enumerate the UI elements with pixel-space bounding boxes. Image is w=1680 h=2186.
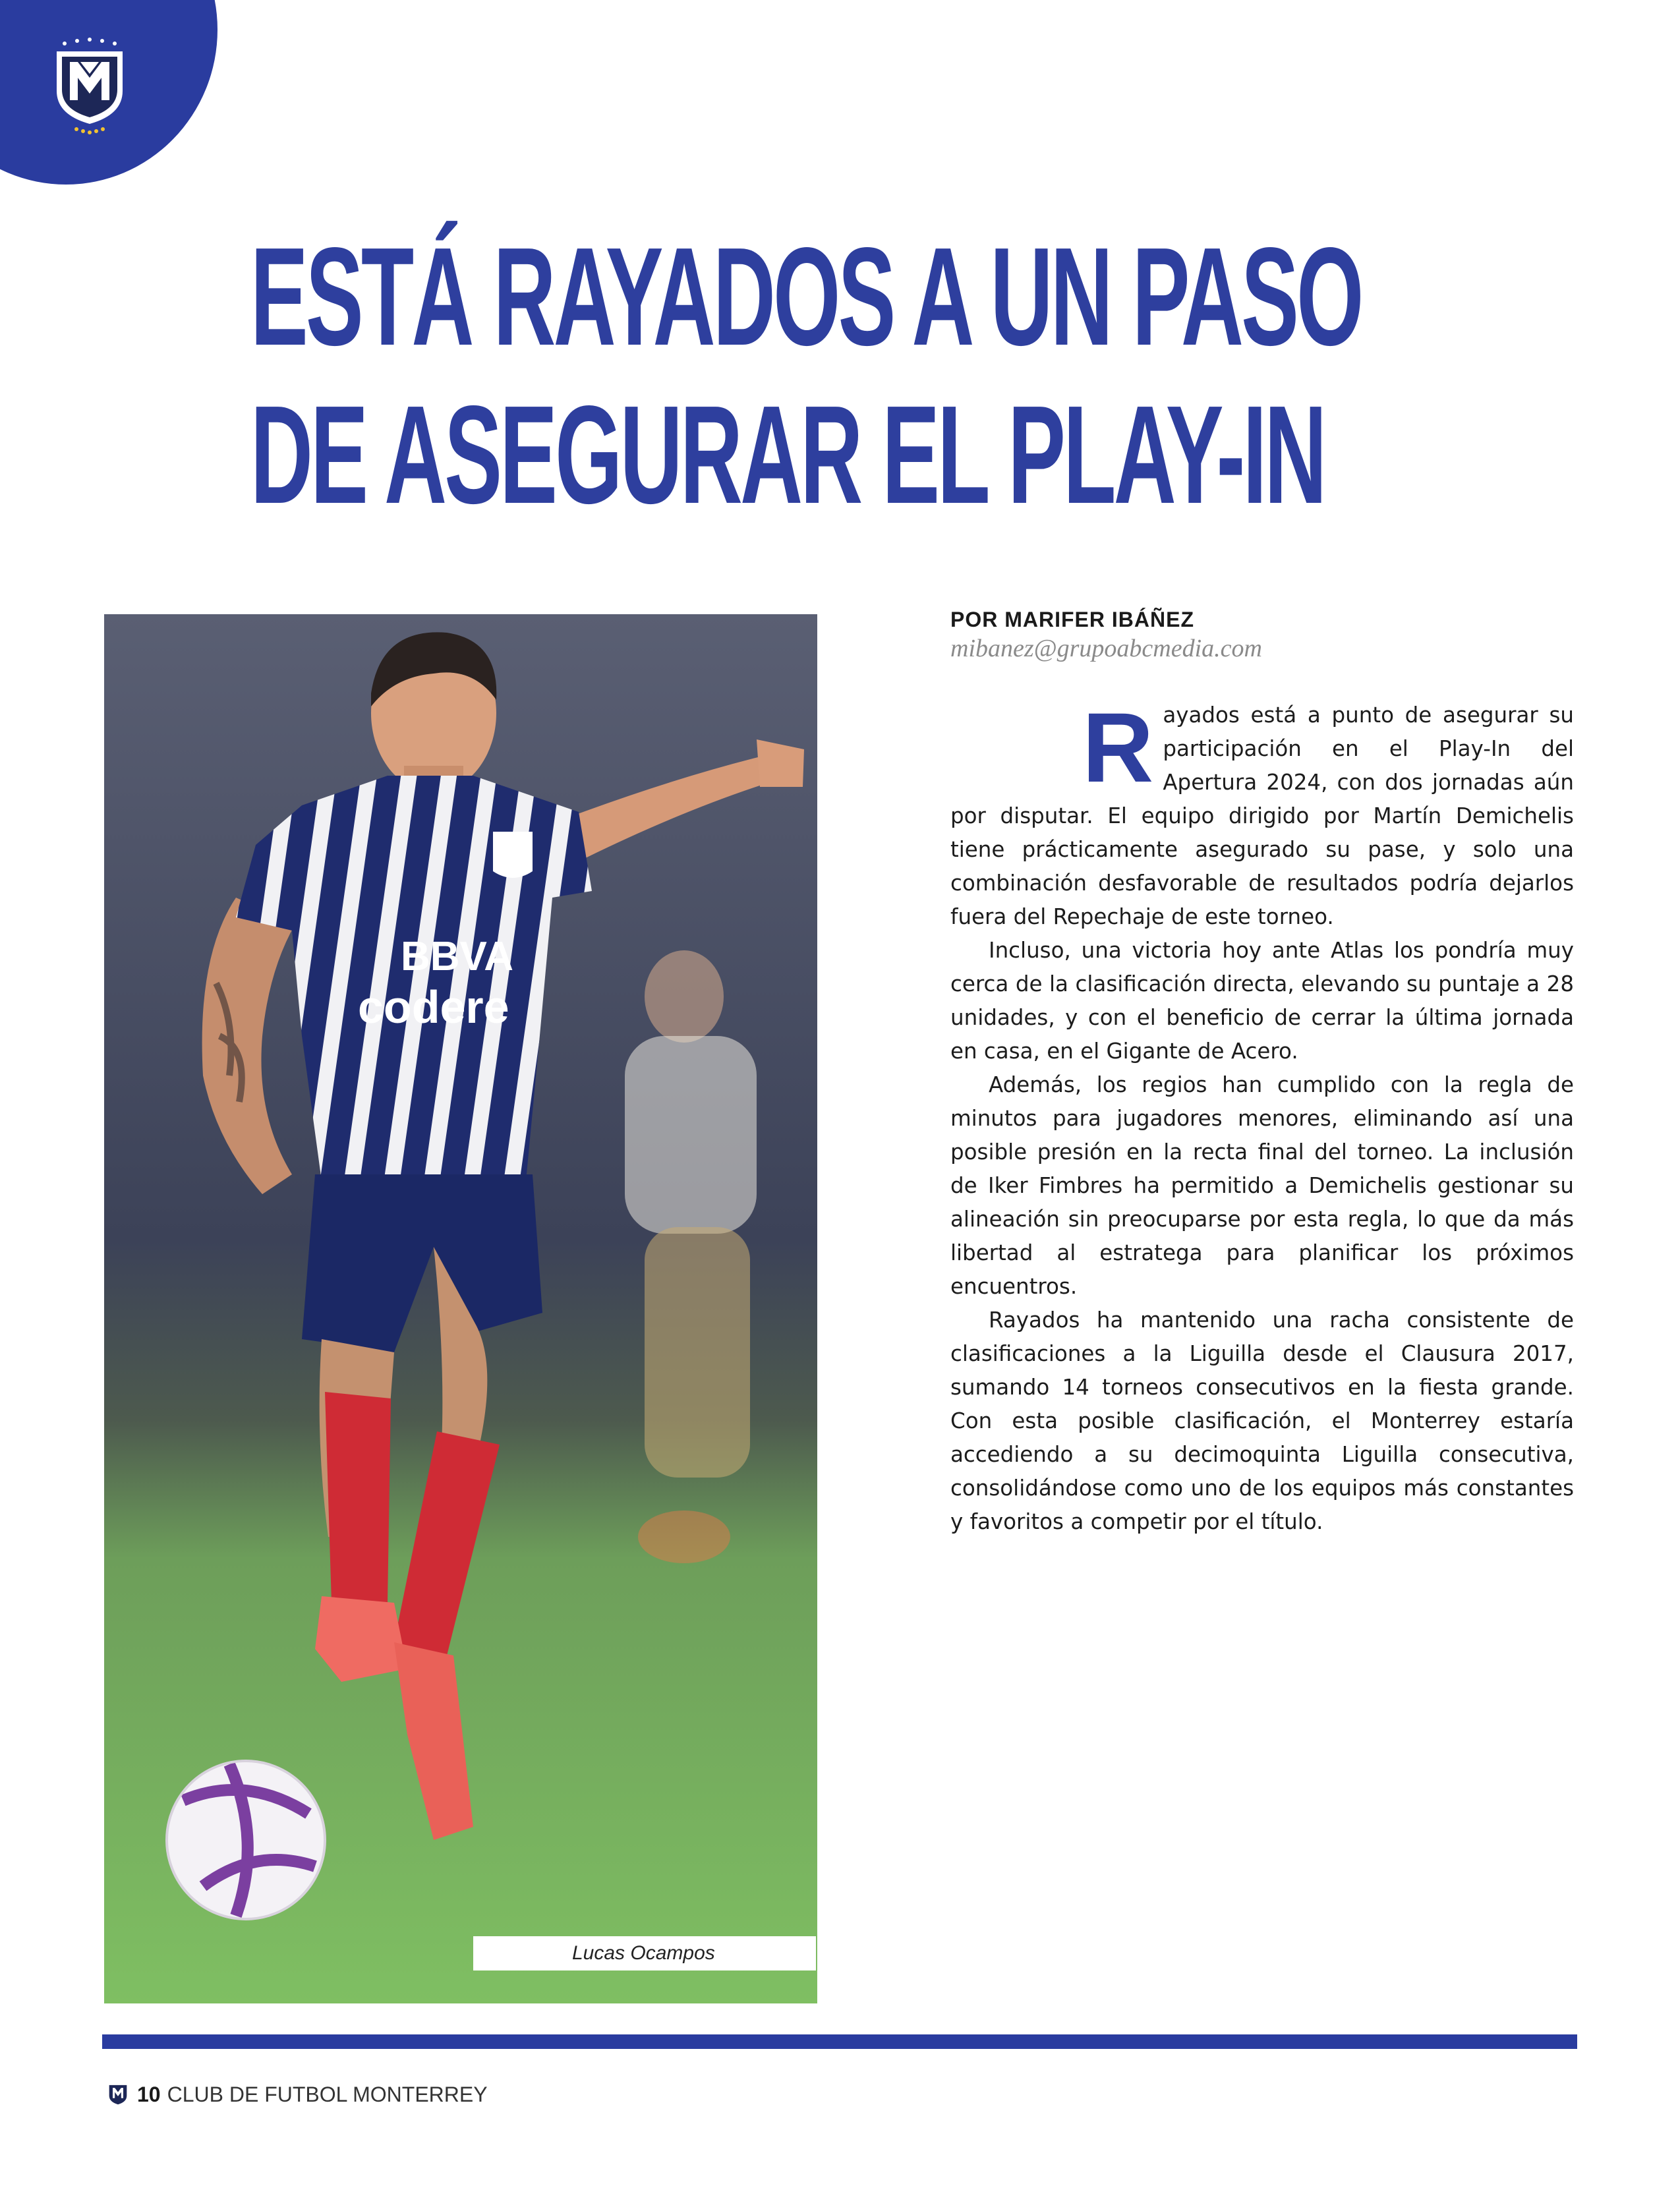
- article-paragraph-3: Además, los regios han cumplido con la regla de minutos para jugadores menores, eliminando así una posible presión en la recta final del torneo. La inclusión de Iker Fimbres ha permitido a Demichelis gestionar su alineación sin preocuparse por esta regla, lo que da más libertad al estratega para planificar los próximos encuentros.: [950, 1072, 1574, 1299]
- author-byline: POR MARIFER IBÁÑEZ: [950, 608, 1194, 631]
- drop-cap: R: [1082, 692, 1154, 803]
- article-paragraph-1: [950, 692, 1574, 934]
- author-email[interactable]: mibanez@grupoabcmedia.com: [950, 635, 1262, 662]
- monterrey-crest-icon: [50, 37, 129, 136]
- headline-line-1: ESTÁ RAYADOS A UN PASO: [250, 218, 1362, 374]
- article-paragraph-4: Rayados ha mantenido una racha consistente de clasificaciones a la Liguilla desde el Clausura 2017, sumando 14 torneos consecutivos en la fiesta grande. Con esta posible clasificación, el Monterrey estaría accediendo a su decimoquinta Liguilla consecutiva, consolidándose como uno de los equipos más constantes y favoritos a competir por el título.: [950, 1308, 1574, 1534]
- monterrey-crest-icon: [105, 2081, 130, 2108]
- photo-caption: Lucas Ocampos: [473, 1936, 816, 1970]
- footer-rule: [102, 2034, 1577, 2049]
- article-paragraph-2: Incluso, una victoria hoy ante Atlas los pondría muy cerca de la clasificación directa, elevando su puntaje a 28 unidades, y con el beneficio de cerrar la última jornada en casa, en el Gigante de Acero.: [950, 938, 1574, 1064]
- jersey-sponsor-bbva: BBVA: [401, 934, 514, 979]
- player-photo: [104, 614, 817, 2003]
- page-footer: [105, 2081, 488, 2108]
- headline-line-2: DE ASEGURAR EL PLAY-IN: [250, 376, 1325, 532]
- jersey-sponsor-codere: codere: [358, 981, 509, 1033]
- publication-name: CLUB DE FUTBOL MONTERREY: [167, 2082, 488, 2106]
- page-number: 10: [137, 2082, 161, 2106]
- article-paragraph-1-text: ayados está a punto de asegurar su participación en el Play-In del Apertura 2024, con dos jornadas aún por disputar. El equipo dirigido por Martín Demichelis tiene prácticamente asegurado su pase, y solo una combinación desfavorable de resultados podría dejarlos fuera del Repechaje de este torneo.: [950, 703, 1574, 929]
- headline: [250, 217, 1362, 534]
- article-body: [950, 692, 1574, 1539]
- player-photo-illustration: [104, 614, 817, 2003]
